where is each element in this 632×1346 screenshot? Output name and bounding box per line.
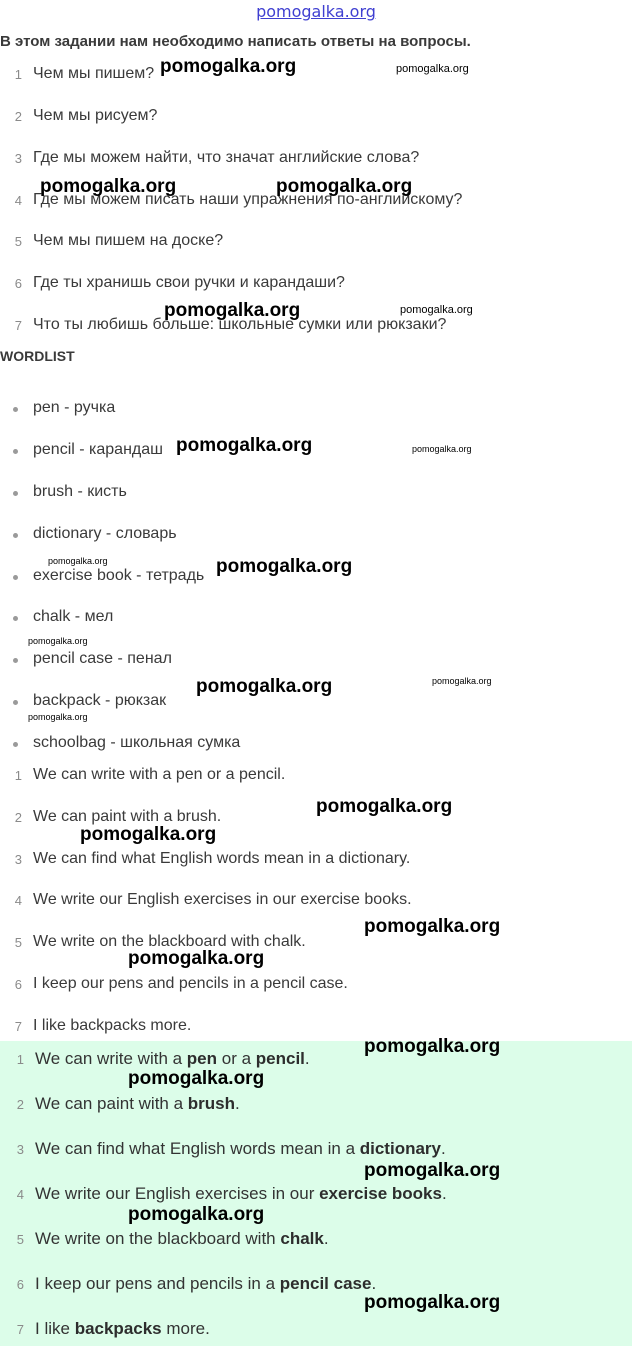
watermark: pomogalka.org bbox=[432, 676, 492, 686]
bullet-icon bbox=[13, 742, 18, 747]
watermark: pomogalka.org bbox=[364, 1160, 501, 1181]
answer-fragment: . bbox=[304, 1049, 310, 1068]
question-text: Где мы можем найти, что значат английские слова? bbox=[33, 149, 420, 166]
watermark: pomogalka.org bbox=[48, 556, 108, 566]
answer-fragment: . bbox=[441, 1184, 447, 1203]
wordlist-item: brush - кисть bbox=[33, 483, 127, 500]
bullet-icon bbox=[13, 700, 18, 705]
bullet-icon bbox=[13, 575, 18, 580]
task-intro: В этом задании нам необходимо написать ответы на вопросы. bbox=[0, 33, 471, 50]
wordlist-item: schoolbag - школьная сумка bbox=[33, 734, 241, 751]
question-text: Где ты хранишь свои ручки и карандаши? bbox=[33, 274, 345, 291]
watermark: pomogalka.org bbox=[176, 435, 313, 456]
highlighted-answer-text bbox=[35, 1049, 310, 1069]
watermark: pomogalka.org bbox=[160, 56, 297, 77]
bullet-icon bbox=[13, 491, 18, 496]
watermark: pomogalka.org bbox=[364, 916, 501, 937]
answer-text: We write our English exercises in our exercise books. bbox=[33, 891, 412, 908]
answer-number: 1 bbox=[14, 768, 22, 783]
watermark: pomogalka.org bbox=[164, 300, 301, 321]
wordlist-item: dictionary - словарь bbox=[33, 525, 177, 542]
answer-fragment: . bbox=[235, 1094, 240, 1113]
watermark: pomogalka.org bbox=[364, 1292, 501, 1313]
wordlist-item: backpack - рюкзак bbox=[33, 692, 167, 709]
watermark: pomogalka.org bbox=[128, 1204, 265, 1225]
question-number: 7 bbox=[14, 318, 22, 333]
wordlist-item: pen - ручка bbox=[33, 399, 116, 416]
highlighted-answer-text bbox=[35, 1094, 240, 1114]
answer-fragment: . bbox=[441, 1139, 446, 1158]
answer-number: 5 bbox=[14, 935, 22, 950]
watermark: pomogalka.org bbox=[364, 1036, 501, 1057]
answer-number: 3 bbox=[14, 852, 22, 867]
highlighted-answer-text bbox=[35, 1139, 446, 1159]
answer-number: 6 bbox=[14, 977, 22, 992]
answer-text: We write on the blackboard with chalk. bbox=[33, 933, 306, 950]
watermark: pomogalka.org bbox=[412, 444, 472, 454]
highlighted-answer-text bbox=[35, 1184, 447, 1204]
answer-fragment: more. bbox=[161, 1319, 210, 1338]
highlighted-answer-number: 4 bbox=[16, 1187, 24, 1202]
answer-text: I like backpacks more. bbox=[33, 1017, 192, 1034]
answer-number: 7 bbox=[14, 1019, 22, 1034]
answer-keyword: pen bbox=[186, 1049, 218, 1068]
watermark: pomogalka.org bbox=[400, 304, 473, 316]
watermark: pomogalka.org bbox=[128, 948, 265, 969]
highlighted-answer-number: 2 bbox=[16, 1097, 24, 1112]
answer-fragment: We can paint with a bbox=[35, 1094, 188, 1113]
bullet-icon bbox=[13, 449, 18, 454]
bullet-icon bbox=[13, 658, 18, 663]
question-text: Чем мы рисуем? bbox=[33, 107, 158, 124]
highlighted-answer-text bbox=[35, 1229, 329, 1249]
highlighted-answer-number: 7 bbox=[16, 1322, 24, 1337]
watermark: pomogalka.org bbox=[396, 63, 469, 75]
question-number: 4 bbox=[14, 193, 22, 208]
answer-fragment: . bbox=[323, 1229, 329, 1248]
highlighted-answer-number: 1 bbox=[16, 1052, 24, 1067]
question-text: Чем мы пишем? bbox=[33, 65, 155, 82]
bullet-icon bbox=[13, 407, 18, 412]
answer-number: 4 bbox=[14, 893, 22, 908]
answer-fragment: I keep our pens and pencils in a bbox=[35, 1274, 280, 1293]
question-number: 2 bbox=[14, 109, 22, 124]
watermark: pomogalka.org bbox=[128, 1068, 265, 1089]
watermark: pomogalka.org bbox=[276, 176, 413, 197]
wordlist-title: WORDLIST bbox=[0, 348, 75, 364]
answer-fragment: We write our English exercises in our bbox=[35, 1184, 320, 1203]
answer-keyword: backpacks bbox=[74, 1319, 162, 1338]
bullet-icon bbox=[13, 616, 18, 621]
watermark: pomogalka.org bbox=[216, 556, 353, 577]
site-header-link[interactable]: pomogalka.org bbox=[256, 2, 376, 21]
question-number: 1 bbox=[14, 67, 22, 82]
watermark: pomogalka.org bbox=[28, 636, 88, 646]
watermark: pomogalka.org bbox=[40, 176, 177, 197]
highlighted-answer-text bbox=[35, 1319, 210, 1339]
answer-text: We can find what English words mean in a dictionary. bbox=[33, 850, 411, 867]
answer-number: 2 bbox=[14, 810, 22, 825]
answer-keyword: exercise books bbox=[319, 1184, 442, 1203]
wordlist-item: exercise book - тетрадь bbox=[33, 567, 205, 584]
bullet-icon bbox=[13, 533, 18, 538]
question-number: 6 bbox=[14, 276, 22, 291]
highlighted-answer-text bbox=[35, 1274, 376, 1294]
answer-fragment: We can find what English words mean in a bbox=[35, 1139, 360, 1158]
answer-keyword: chalk bbox=[280, 1229, 324, 1248]
answer-text: We can write with a pen or a pencil. bbox=[33, 766, 286, 783]
answer-fragment: We can write with a bbox=[35, 1049, 187, 1068]
wordlist-item: chalk - мел bbox=[33, 608, 114, 625]
wordlist-item: pencil case - пенал bbox=[33, 650, 172, 667]
wordlist-item: pencil - карандаш bbox=[33, 441, 163, 458]
question-text: Чем мы пишем на доске? bbox=[33, 232, 224, 249]
answer-keyword: pencil case bbox=[279, 1274, 372, 1293]
question-number: 3 bbox=[14, 151, 22, 166]
question-text: Где мы можем писать наши упражнения по-английскому? bbox=[33, 191, 463, 208]
highlighted-answer-number: 3 bbox=[16, 1142, 24, 1157]
highlighted-answer-number: 6 bbox=[16, 1277, 24, 1292]
answer-fragment: . bbox=[371, 1274, 377, 1293]
answer-fragment: or a bbox=[217, 1049, 256, 1068]
question-number: 5 bbox=[14, 234, 22, 249]
answer-fragment: I like bbox=[35, 1319, 75, 1338]
answer-keyword: brush bbox=[187, 1094, 236, 1113]
watermark: pomogalka.org bbox=[316, 796, 453, 817]
answer-text: I keep our pens and pencils in a pencil case. bbox=[33, 975, 348, 992]
answer-keyword: pencil bbox=[255, 1049, 305, 1068]
answer-keyword: dictionary bbox=[359, 1139, 441, 1158]
watermark: pomogalka.org bbox=[28, 712, 88, 722]
answer-fragment: We write on the blackboard with bbox=[35, 1229, 281, 1248]
answer-text: We can paint with a brush. bbox=[33, 808, 222, 825]
question-text: Что ты любишь больше: школьные сумки или рюкзаки? bbox=[33, 316, 447, 333]
highlighted-answer-number: 5 bbox=[16, 1232, 24, 1247]
watermark: pomogalka.org bbox=[196, 676, 333, 697]
watermark: pomogalka.org bbox=[80, 824, 217, 845]
